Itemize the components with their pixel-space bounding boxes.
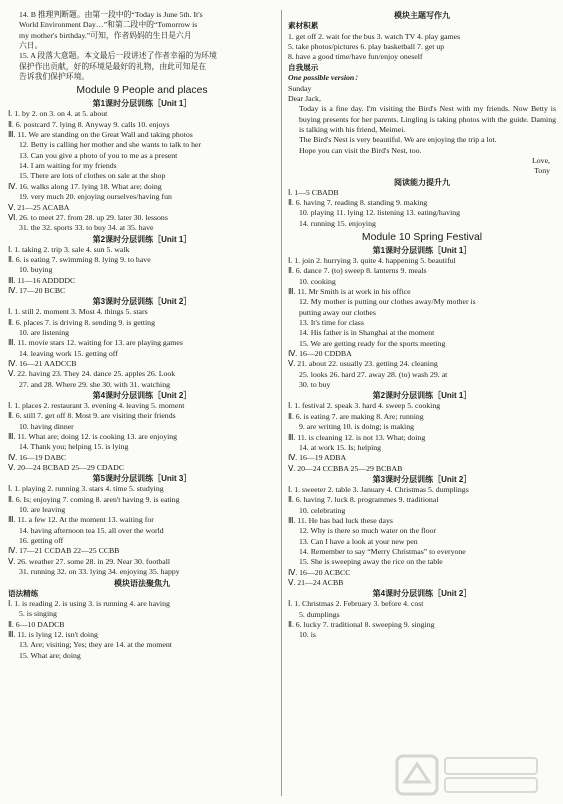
section-heading: 第2课时分层训练［Unit 1］ xyxy=(372,391,472,401)
answer-line: 27. and 28. Where 29. she 30. with 31. watching xyxy=(19,379,170,389)
answer-line: 12. My mother is putting our clothes away/My mother is xyxy=(299,297,476,307)
answer-line: Ⅴ. 20—24 CCBBA 25—29 BCBAB xyxy=(288,463,403,473)
answer-line: 10. is xyxy=(299,630,316,640)
answer-line: 9. are writing 10. is doing; is making xyxy=(299,422,414,432)
watermark-logo-icon xyxy=(395,752,545,798)
answer-line: 14. at work 15. Is; helping xyxy=(299,442,382,452)
subsection-label: 自我展示 xyxy=(288,62,319,72)
answer-line: 15. A 段落大意题。本文最后一段讲述了作者幸福的为环境 xyxy=(19,51,217,61)
section-heading: 第4课时分层训练［Unit 2］ xyxy=(92,391,192,400)
section-heading: 模块语法聚焦九 xyxy=(114,578,170,588)
answer-line: 保护作出贡献，好的环境是最好的礼物，由此可知是在 xyxy=(19,61,207,71)
answer-line: 六日。 xyxy=(19,41,43,51)
answer-line: Ⅴ. 20—24 BCBAD 25—29 CDADC xyxy=(8,463,125,473)
answer-line: 10. are leaving xyxy=(19,505,66,515)
answer-line: World Environment Day…”和第二段中的“Tomorrow is xyxy=(19,20,198,30)
answer-line: Ⅳ. 17—20 BCBC xyxy=(8,285,66,295)
answer-line: Ⅱ. 6. dance 7. (to) sweep 8. lanterns 9. meals xyxy=(288,266,427,276)
answer-line: Ⅳ. 16—20 CDDBA xyxy=(288,349,352,359)
section-heading: 阅读能力提升九 xyxy=(394,177,450,187)
answer-line: my mother's birthday.”可知，作者妈妈的生日是六月 xyxy=(19,30,192,40)
answer-line: Ⅲ. 11. What are; doing 12. is cooking 13. are enjoying xyxy=(8,432,178,442)
answer-line: putting away our clothes xyxy=(299,307,376,317)
answer-line: Ⅲ. 11. a few 12. At the moment 13. waiting for xyxy=(8,515,154,525)
answer-line: 10. are listening xyxy=(19,327,70,337)
answer-line: Ⅱ. 6. is eating 7. swimming 8. lying 9. to have xyxy=(8,254,151,264)
answer-line: 14. His father is in Shanghai at the moment xyxy=(299,328,435,338)
answer-line: Ⅳ. 16—19 DABC xyxy=(8,452,67,462)
answer-line: Ⅴ. 21. about 22. usually 23. getting 24. cleaning xyxy=(288,359,438,369)
letter-paragraph: Hope you can visit the Bird's Nest, too. xyxy=(299,145,422,155)
answer-line: Ⅴ. 26. weather 27. some 28. in 29. Near 30. football xyxy=(8,556,171,566)
answer-line: 5. dumplings xyxy=(299,609,340,619)
answer-line: 告诉我们保护环境。 xyxy=(19,72,90,82)
answer-line: 10. buying xyxy=(19,265,53,275)
answer-line: 10. playing 11. lying 12. listening 13. eating/having xyxy=(299,208,461,218)
answer-line: 10. celebrating xyxy=(299,505,346,515)
answer-line: 15. She is sweeping away the rice on the table xyxy=(299,557,443,567)
answer-line: 15. There are lots of clothes on sale at the shop xyxy=(19,171,166,181)
answer-line: Ⅲ. 11. is cleaning 12. is not 13. What; doing xyxy=(288,432,426,442)
answer-line: Ⅲ. 11—16 ADDDDC xyxy=(8,275,76,285)
sample-heading: One possible version： xyxy=(288,73,363,83)
letter-signature: Tony xyxy=(534,166,550,176)
answer-line: Ⅰ. 1—5 CBADB xyxy=(288,187,339,197)
answer-line: Ⅱ. 6. lucky 7. traditional 8. sweeping 9. singing xyxy=(288,620,435,629)
answer-line: Ⅱ. 6. having 7. reading 8. standing 9. making xyxy=(288,197,428,207)
section-heading: 第1课时分层训练［Unit 1］ xyxy=(372,246,472,255)
answer-line: 13. It's time for class xyxy=(299,318,364,328)
answer-line: Ⅳ. 16—21 AADCCB xyxy=(8,358,77,368)
answer-line: Ⅲ. 11. He has bad luck these days xyxy=(288,515,393,525)
answer-line: 13. Are; visiting; Yes; they are 14. at the moment xyxy=(19,640,172,650)
answer-line: Ⅱ. 6. having 7. luck 8. programmes 9. traditional xyxy=(288,495,439,505)
answer-line: Sunday xyxy=(288,83,312,93)
answer-line: Ⅲ. 11. movie stars 12. waiting for 13. are playing games xyxy=(8,338,183,348)
section-heading: 第5课时分层训练［Unit 3］ xyxy=(92,474,192,484)
answer-line: 15. What are; doing xyxy=(19,650,81,660)
letter-paragraph: The Bird's Nest is very beautiful. We are enjoying the trip a lot. xyxy=(299,135,497,145)
answer-line: 25. looks 26. hard 27. away 28. (to) wash 29. at xyxy=(299,369,448,379)
answer-line: 31. the 32. sports 33. to buy 34. at 35. have xyxy=(19,223,154,233)
answer-line: 19. very much 20. enjoying ourselves/having fun xyxy=(19,192,172,202)
left-column xyxy=(8,10,276,661)
answer-line: 14. running 15. enjoying xyxy=(299,218,376,228)
answer-line: 14. having afternoon tea 15. all over the world xyxy=(19,525,164,535)
answer-line: Ⅰ. 1. by 2. on 3. on 4. at 5. about xyxy=(8,109,108,119)
right-column xyxy=(288,10,556,641)
answer-line: Ⅰ. 1. Christmas 2. February 3. before 4. cost xyxy=(288,599,424,609)
answer-line: Ⅴ. 22. having 23. They 24. dance 25. apples 26. Look xyxy=(8,369,176,379)
section-heading: 模块主题写作九 xyxy=(394,11,450,20)
section-heading: 第2课时分层训练［Unit 1］ xyxy=(92,234,192,244)
column-divider xyxy=(281,10,282,796)
answer-line: 31. running 32. on 33. lying 34. enjoying 35. happy xyxy=(19,567,180,577)
answer-line: Dear Jack, xyxy=(288,93,321,103)
answer-line: Ⅱ. 6. still 7. get off 8. Most 9. are visiting their friends xyxy=(8,411,176,421)
answer-line: 1. get off 2. wait for the bus 3. watch TV 4. play games xyxy=(288,31,461,41)
answer-line: Ⅰ. 1. join 2. hurrying 3. quite 4. happening 5. beautiful xyxy=(288,256,456,265)
subsection-label: 素材积累 xyxy=(288,21,319,30)
answer-line: Ⅱ. 6. postcard 7. lying 8. Anyway 9. calls 10. enjoys xyxy=(8,119,170,129)
answer-line: Ⅰ. 1. playing 2. running 3. stars 4. time 5. studying xyxy=(8,484,164,494)
answer-line: Ⅱ. 6. is eating 7. are making 8. Are; running xyxy=(288,411,424,421)
answer-line: Ⅵ. 26. to meet 27. from 28. up 29. later 30. lessons xyxy=(8,212,168,222)
answer-line: Ⅰ. 1. taking 2. trip 3. sale 4. sun 5. walk xyxy=(8,244,130,254)
answer-line: Ⅲ. 11. is lying 12. isn't doing xyxy=(8,630,98,640)
answer-line: Ⅰ. 1. is reading 2. is using 3. is running 4. are having xyxy=(8,599,170,608)
answer-line: Ⅴ. 21—25 ACABA xyxy=(8,202,70,212)
answer-line: Ⅳ. 17—21 CCDAB 22—25 CCBB xyxy=(8,546,120,556)
answer-line: 13. Can I have a look at your new pen xyxy=(299,536,418,546)
module-title: Module 9 People and places xyxy=(76,85,208,97)
section-heading: 第1课时分层训练［Unit 1］ xyxy=(92,99,192,109)
answer-line: Ⅲ. 11. We are standing on the Great Wall and taking photos xyxy=(8,130,193,140)
answer-line: Ⅰ. 1. still 2. moment 3. Most 4. things 5. stars xyxy=(8,307,148,317)
answer-line: 5. is singing xyxy=(19,609,57,619)
answer-line: 30. to buy xyxy=(299,380,331,390)
letter-signature: Love, xyxy=(532,155,550,165)
answer-line: Ⅱ. 6. Is; enjoying 7. coming 8. aren't having 9. is eating xyxy=(8,494,180,504)
module-title: Module 10 Spring Festival xyxy=(361,232,483,243)
letter-paragraph: Today is a fine day. I'm visiting the Bird's Nest with my friends. Now Betty is buying presents for her parents. Lingling is taking photos with the guide. Daming is talking with his friend, Meimei. xyxy=(299,104,556,134)
answer-line: 16. getting off xyxy=(19,536,64,546)
answer-line: Ⅰ. 1. festival 2. speak 3. hard 4. sweep 5. cooking xyxy=(288,401,441,411)
answer-line: Ⅴ. 21—24 ACBB xyxy=(288,577,344,587)
answer-line: 14. leaving work 15. getting off xyxy=(19,348,118,358)
answer-line: 15. We are getting ready for the sports meeting xyxy=(299,338,446,348)
section-heading: 第4课时分层训练［Unit 2］ xyxy=(372,589,472,599)
answer-line: 12. Why is there so much water on the floor xyxy=(299,526,437,536)
answer-line: 5. take photos/pictures 6. play basketball 7. get up xyxy=(288,41,445,51)
answer-line: 14. I am waiting for my friends xyxy=(19,161,117,171)
answer-line: Ⅳ. 16. walks along 17. lying 18. What are; doing xyxy=(8,181,162,191)
answer-line: 13. Can you give a photo of you to me as a present xyxy=(19,150,178,160)
answer-line: Ⅰ. 1. places 2. restaurant 3. evening 4. leaving 5. moment xyxy=(8,401,185,410)
answer-line: 10. cooking xyxy=(299,276,336,286)
section-heading: 第3课时分层训练［Unit 2］ xyxy=(372,474,472,484)
answer-line: 14. B 推理判断题。由第一段中的“Today is June 5th. It's xyxy=(19,10,203,19)
answer-line: 12. Betty is calling her mother and she wants to talk to her xyxy=(19,140,202,150)
answer-line: 8. have a good time/have fun/enjoy oneself xyxy=(288,52,423,62)
answer-line: Ⅰ. 1. sweeter 2. table 3. January 4. Christmas 5. dumplings xyxy=(288,484,469,494)
answer-line: 10. having dinner xyxy=(19,421,74,431)
answer-line: Ⅲ. 11. Mr Smith is at work in his office xyxy=(288,287,411,297)
answer-line: Ⅱ. 6. places 7. is driving 8. sending 9. is getting xyxy=(8,317,155,327)
answer-line: Ⅳ. 16—20 ACBCC xyxy=(288,567,351,577)
answer-line: Ⅱ. 6—10 DADCB xyxy=(8,619,65,629)
answer-line: 14. Thank you; helping 15. is lying xyxy=(19,442,129,452)
answer-line: 14. Remember to say “Merry Christmas” to everyone xyxy=(299,546,466,556)
section-heading: 第3课时分层训练［Unit 2］ xyxy=(92,297,192,307)
answer-line: Ⅳ. 16—19 ADBA xyxy=(288,453,347,463)
subsection-label: 语法精练 xyxy=(8,588,39,598)
